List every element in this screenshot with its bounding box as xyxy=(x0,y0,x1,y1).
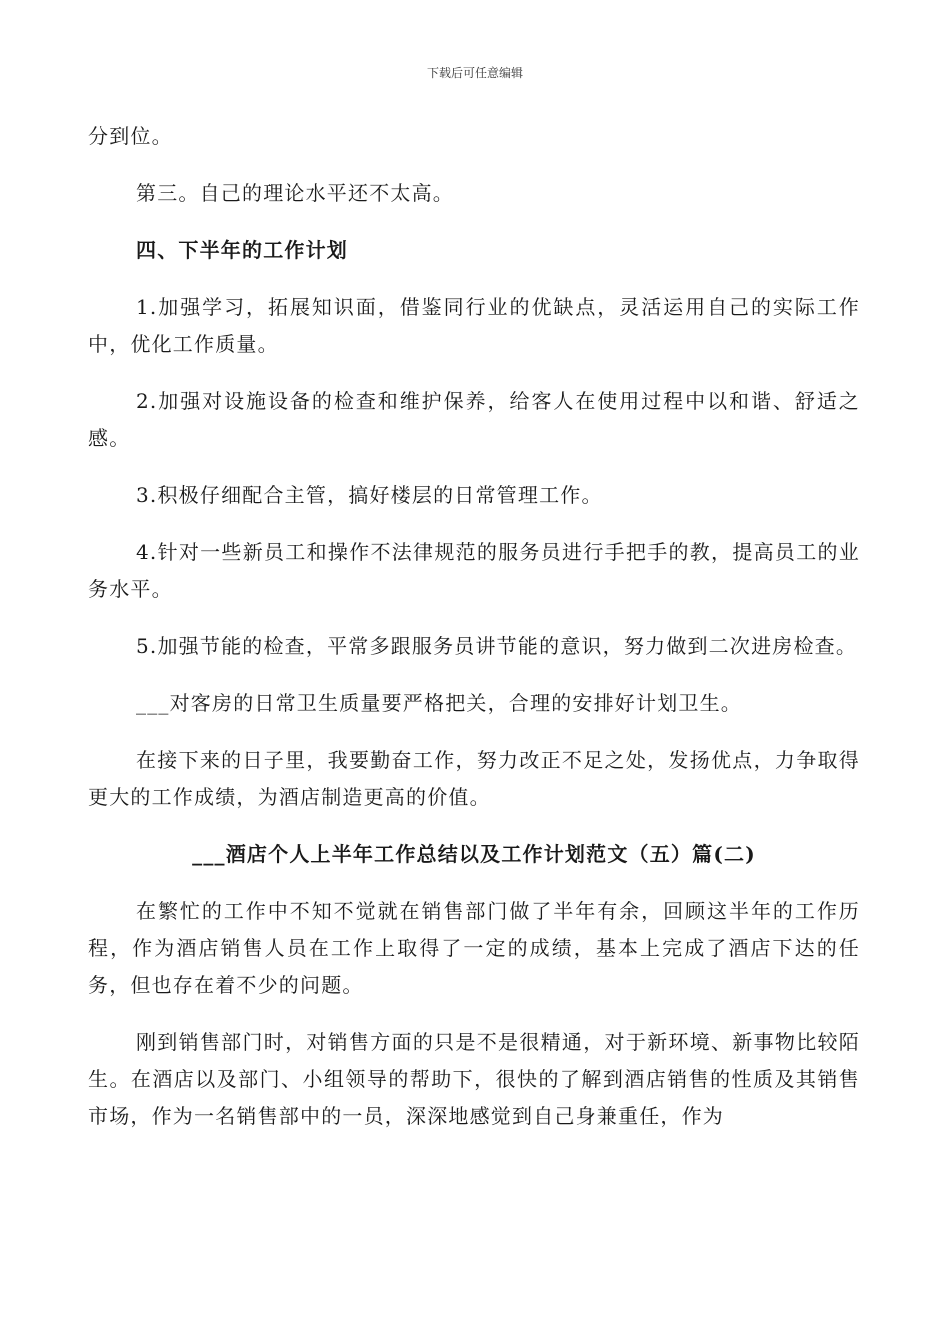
section-heading-plan: 四、下半年的工作计划 xyxy=(136,238,348,262)
paragraph-continuation: 分到位。 xyxy=(88,124,173,148)
plan-item-6: ___对客房的日常卫生质量要严格把关，合理的安排好计划卫生。 xyxy=(136,691,742,715)
document-body xyxy=(88,118,860,1155)
page-header: 下载后可任意编辑 xyxy=(426,66,523,80)
plan-item-3: 3.积极仔细配合主管，搞好楼层的日常管理工作。 xyxy=(136,483,603,507)
plan-item-5: 5.加强节能的检查，平常多跟服务员讲节能的意识，努力做到二次进房检查。 xyxy=(136,634,858,658)
plan-item-1: 1.加强学习，拓展知识面，借鉴同行业的优缺点，灵活运用自己的实际工作中，优化工作质量。 xyxy=(88,295,860,356)
plan-item-2: 2.加强对设施设备的检查和维护保养，给客人在使用过程中以和谐、舒适之感。 xyxy=(88,389,860,450)
paragraph-third-point: 第三。自己的理论水平还不太高。 xyxy=(136,181,454,205)
plan-item-4: 4.针对一些新员工和操作不法律规范的服务员进行手把手的教，提高员工的业务水平。 xyxy=(88,540,860,601)
paragraph-intro: 在繁忙的工作中不知不觉就在销售部门做了半年有余，回顾这半年的工作历程，作为酒店销售人员在工作上取得了一定的成绩，基本上完成了酒店下达的任务，但也存在着不少的问题。 xyxy=(88,899,860,997)
article-title: ___酒店个人上半年工作总结以及工作计划范文（五）篇(二) xyxy=(192,842,756,866)
paragraph-sales-start: 刚到销售部门时，对销售方面的只是不是很精通，对于新环境、新事物比较陌生。在酒店以及部门、小组领导的帮助下，很快的了解到酒店销售的性质及其销售市场，作为一名销售部中的一员，深深地感觉到自己身兼重任，作为 xyxy=(88,1030,860,1128)
paragraph-conclusion: 在接下来的日子里，我要勤奋工作，努力改正不足之处，发扬优点，力争取得更大的工作成绩，为酒店制造更高的价值。 xyxy=(88,748,860,809)
